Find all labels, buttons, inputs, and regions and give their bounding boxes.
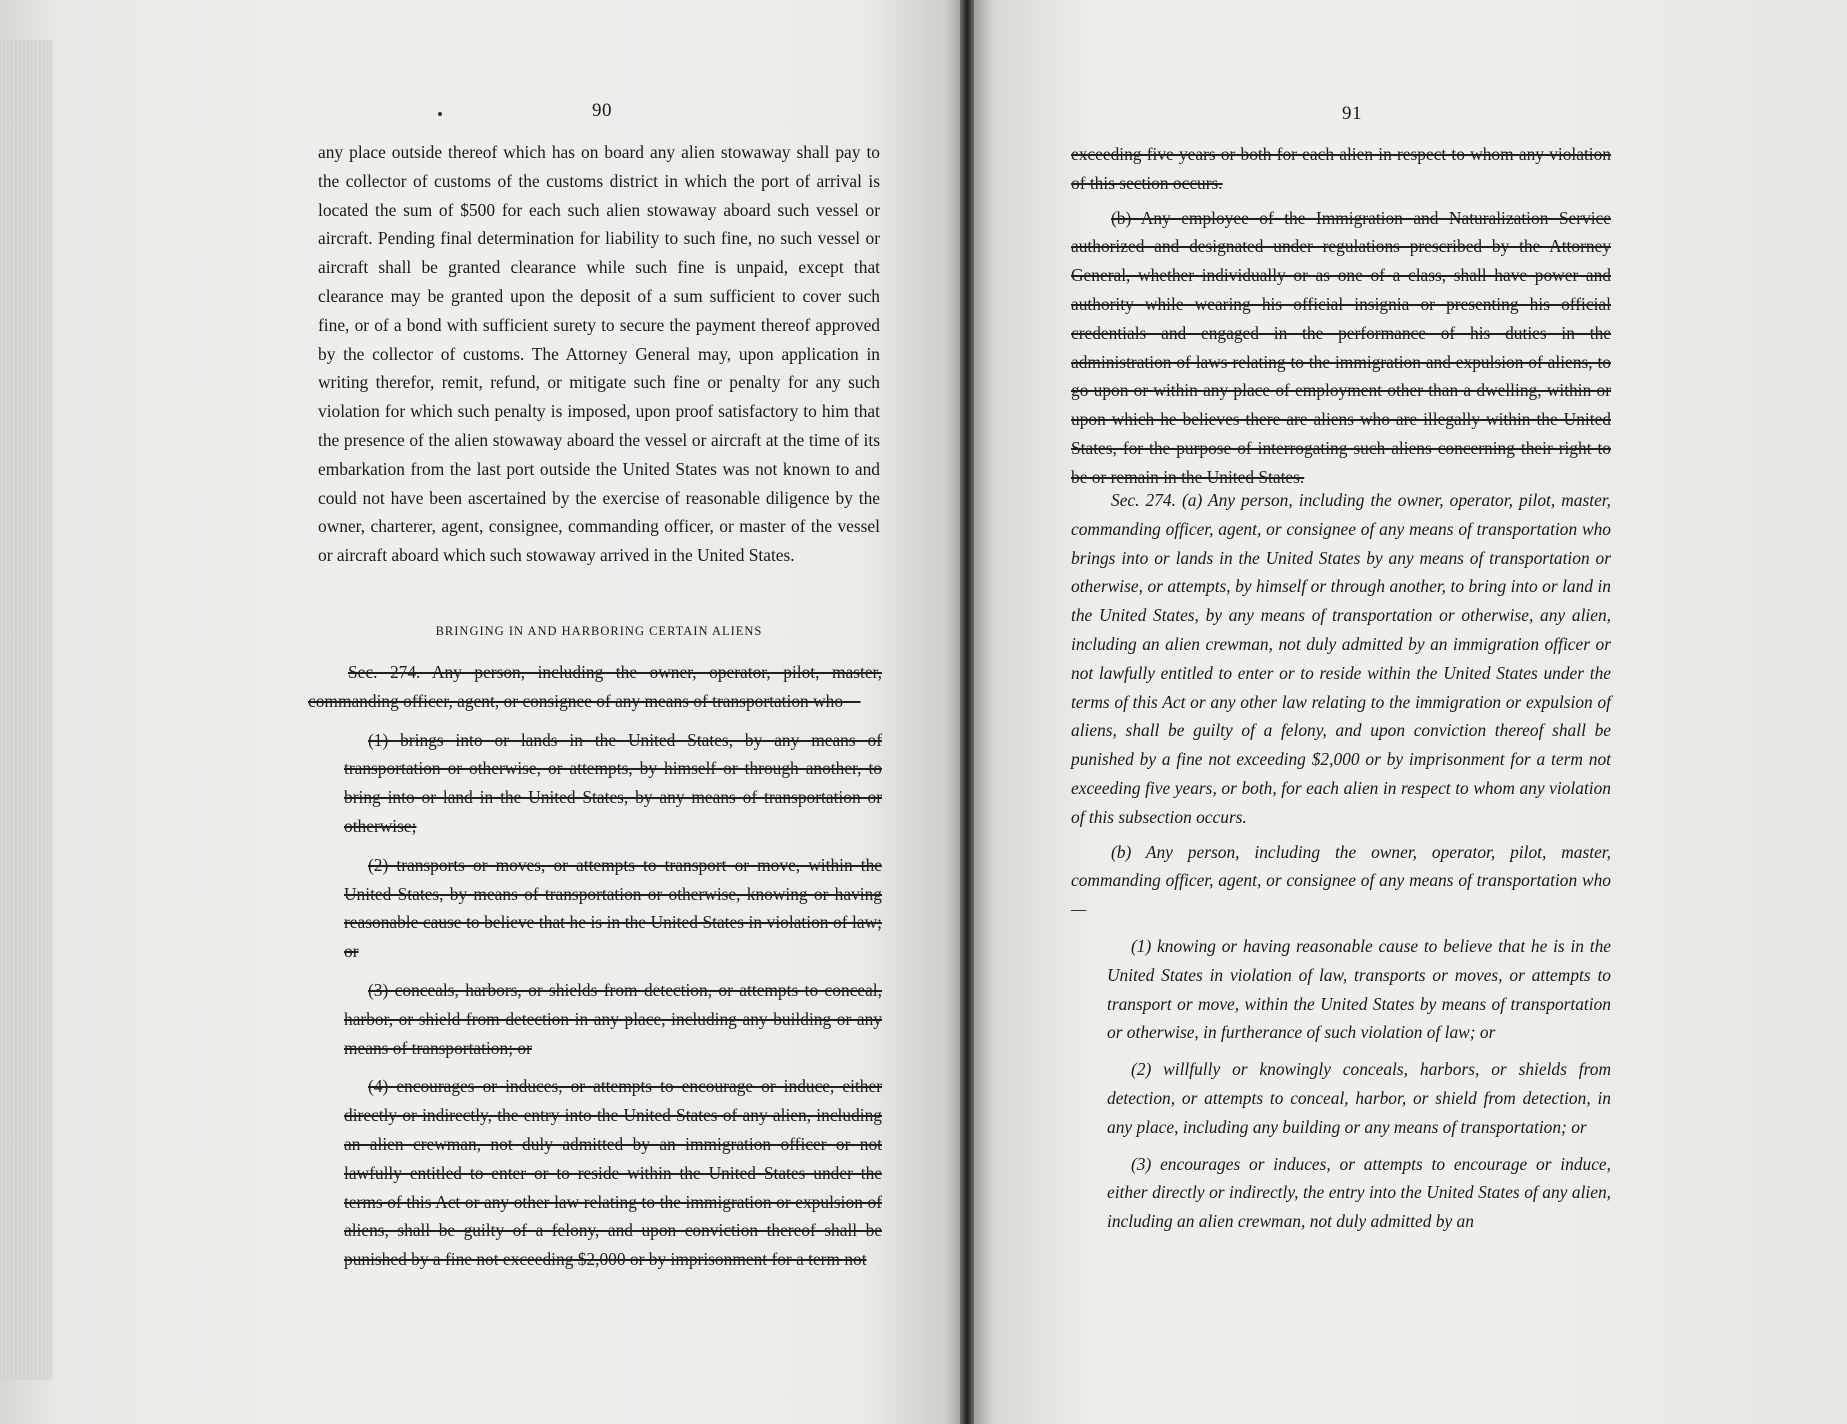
- struck-clause-1: (1) brings into or lands in the United States, by any means of transportation or otherwise, or attempts, by himself or through another, to bring into or land in the United States, by any means of transportation or otherwise;: [344, 729, 882, 836]
- struck-sec-274-intro: Sec. 274. Any person, including the owner, operator, pilot, master, commanding officer, agent, or consignee of any means of transportation who—: [308, 662, 882, 711]
- struck-continuation: exceeding five years or both for each alien in respect to whom any violation of this section occurs.: [1071, 144, 1611, 193]
- book-gutter: [960, 0, 974, 1424]
- new-clause-b3: (3) encourages or induces, or attempts to encourage or induce, either directly or indirectly, the entry into the United States of any alien, including an alien crewman, not duly admitted by an: [1107, 1153, 1611, 1232]
- new-clause-b2: (2) willfully or knowingly conceals, harbors, or shields from detection, or attempts to conceal, harbor, or shield from detection, in any place, including any building or any means of transportation; or: [1107, 1059, 1611, 1137]
- speck: [438, 112, 442, 116]
- section-heading: BRINGING IN AND HARBORING CERTAIN ALIENS: [435, 624, 763, 638]
- left-main-text: [318, 138, 880, 570]
- struck-section-274: [308, 658, 882, 1274]
- stowaway-fine-paragraph: any place outside thereof which has on board any alien stowaway shall pay to the collector of customs of the customs district in which the port of arrival is located the sum of $500 for each such alien stowaway aboard such vessel or aircraft. Pending final determination for liability to such fine, no such vessel or aircraft shall be granted clearance while such fine is unpaid, except that clearance may be granted upon the deposit of a sum sufficient to cover such fine, or of a bond with sufficient surety to secure the payment thereof approved by the collector of customs. The Attorney General may, upon application in writing therefor, remit, refund, or mitigate such fine or penalty for any such violation for which such penalty is imposed, upon proof satisfactory to him that the presence of the alien stowaway aboard the vessel or aircraft at the time of its embarkation from the last port outside the United States was not known to and could not have been ascertained by the exercise of reasonable diligence by the owner, charterer, agent, consignee, commanding officer, or master of the vessel or aircraft aboard which such stowaway arrived in the United States.: [318, 142, 880, 566]
- struck-subsection-b: (b) Any employee of the Immigration and Naturalization Service authorized and designated under regulations prescribed by the Attorney General, whether individually or as one of a class, shall have power and authority while wearing his official insignia or presenting his official credentials and engaged in the performance of his duties in the administration of laws relating to the immigration and expulsion of aliens, to go upon or within any place of employment other than a dwelling, within or upon which he believes there are aliens who are illegally within the United States, for the purpose of interrogating such aliens concerning their right to be or remain in the United States.: [1071, 207, 1611, 487]
- page-edges: [0, 40, 52, 1380]
- struck-clause-4: (4) encourages or induces, or attempts to encourage or induce, either directly or indirectly, the entry into the United States of any alien, including an alien crewman, not duly admitted by an immigration officer or not lawfully entitled to enter or to reside within the United States under the terms of this Act or any other law relating to the immigration or expulsion of aliens, shall be guilty of a felony, and upon conviction thereof shall be punished by a fine not exceeding $2,000 or by imprisonment for a term not: [344, 1076, 882, 1270]
- new-sec-274-b: (b) Any person, including the owner, operator, pilot, master, commanding officer, agent, or consignee of any means of transportation who—: [1071, 841, 1611, 920]
- right-new-text: [1071, 480, 1611, 1236]
- right-struck-text: [1071, 140, 1611, 492]
- right-page: [974, 0, 1847, 1424]
- struck-clause-3: (3) conceals, harbors, or shields from detection, or attempts to conceal, harbor, or shield from detection in any place, including any building or any means of transportation; or: [344, 979, 882, 1058]
- page-number-left: 90: [592, 100, 612, 121]
- new-sec-274-a: Sec. 274. (a) Any person, including the owner, operator, pilot, master, commanding officer, agent, or consignee of any means of transportation who brings into or lands in the United States by any means of transportation or otherwise, or attempts, by himself or through another, to bring into or land in the United States, by any means of transportation or otherwise, any alien, including an alien crewman, not duly admitted by an immigration officer or not lawfully entitled to enter or to reside within the United States under the terms of this Act or any other law relating to the immigration or expulsion of aliens, shall be guilty of a felony, and upon conviction thereof shall be punished by a fine not exceeding $2,000 or by imprisonment for a term not exceeding five years, or both, for each alien in respect to whom any violation of this subsection occurs.: [1071, 490, 1611, 827]
- struck-clause-2: (2) transports or moves, or attempts to transport or move, within the United States, by means of transportation or otherwise, knowing or having reasonable cause to believe that he is in the United States in violation of law; or: [344, 854, 882, 962]
- new-clause-b1: (1) knowing or having reasonable cause to believe that he is in the United States in violation of law, transports or moves, or attempts to transport or move, within the United States by means of transportation or otherwise, in furtherance of such violation of law; or: [1107, 935, 1611, 1043]
- page-number-right: 91: [1342, 103, 1362, 124]
